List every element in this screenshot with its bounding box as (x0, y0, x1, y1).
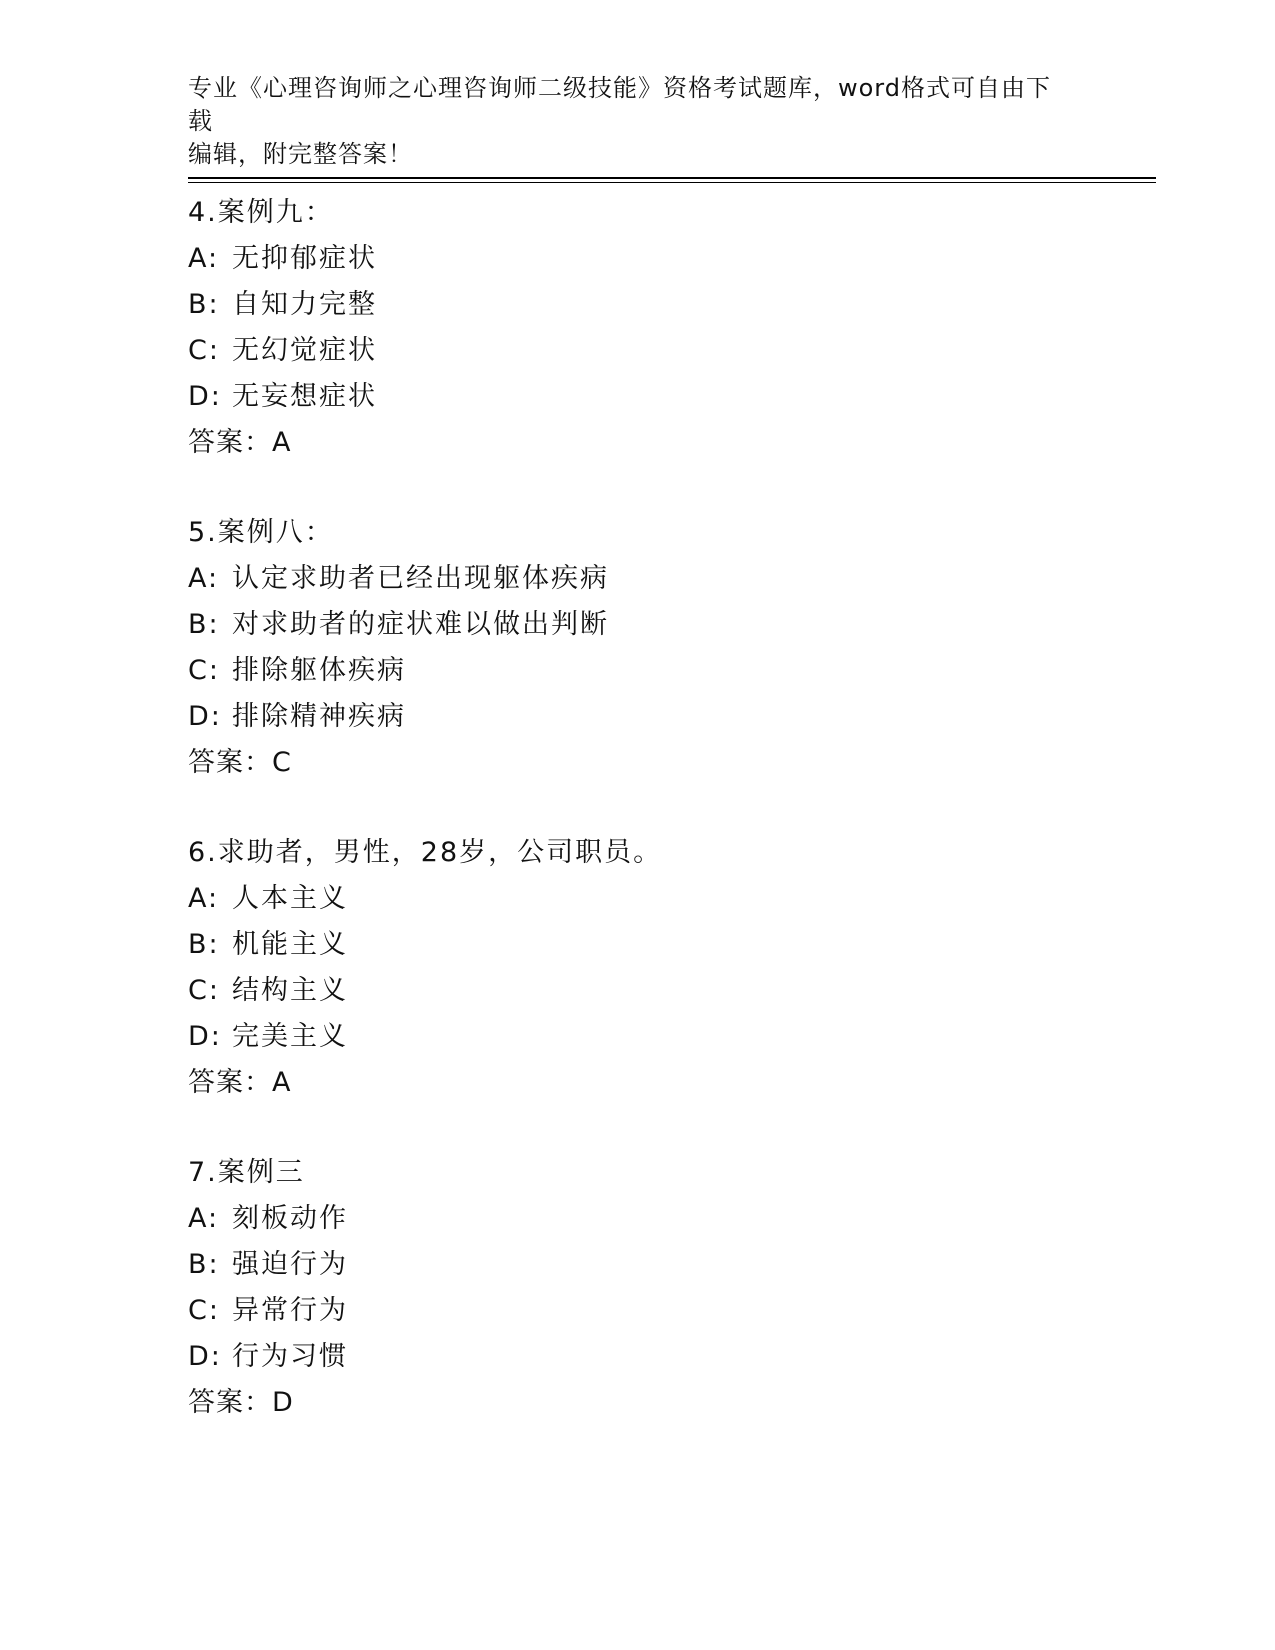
option-key: B: (188, 929, 220, 960)
question-5 (188, 510, 1148, 786)
option-b (188, 1242, 1148, 1288)
option-d (188, 1334, 1148, 1380)
option-d (188, 374, 1148, 420)
option-text: 完美主义 (232, 1021, 348, 1052)
option-c (188, 648, 1148, 694)
option-key: A: (188, 563, 220, 594)
option-key: B: (188, 1249, 220, 1280)
option-b (188, 602, 1148, 648)
option-text: 无幻觉症状 (232, 335, 377, 366)
option-key: D: (188, 1021, 222, 1052)
option-key: D: (188, 701, 222, 732)
option-key: D: (188, 1341, 222, 1372)
option-a (188, 876, 1148, 922)
document-header (188, 72, 1068, 171)
header-line-2: 编辑，附完整答案！ (188, 140, 413, 168)
option-key: C: (188, 655, 220, 686)
answer-line: 答案：A (188, 427, 292, 458)
question-7 (188, 1150, 1148, 1426)
option-text: 无抑郁症状 (232, 243, 377, 274)
question-stem: 7.案例三 (188, 1157, 305, 1188)
option-text: 认定求助者已经出现躯体疾病 (232, 563, 609, 594)
question-6 (188, 830, 1148, 1106)
option-a (188, 236, 1148, 282)
option-text: 对求助者的症状难以做出判断 (232, 609, 609, 640)
question-list (188, 190, 1148, 1470)
option-text: 无妄想症状 (232, 381, 377, 412)
option-text: 结构主义 (232, 975, 348, 1006)
option-text: 刻板动作 (232, 1203, 348, 1234)
option-text: 排除躯体疾病 (232, 655, 406, 686)
option-key: C: (188, 1295, 220, 1326)
question-4 (188, 190, 1148, 466)
option-a (188, 556, 1148, 602)
answer-line: 答案：D (188, 1387, 294, 1418)
answer-line: 答案：C (188, 747, 292, 778)
option-key: A: (188, 1203, 220, 1234)
option-key: A: (188, 883, 220, 914)
answer-line: 答案：A (188, 1067, 292, 1098)
option-text: 异常行为 (232, 1295, 348, 1326)
option-c (188, 328, 1148, 374)
question-stem: 5.案例八： (188, 517, 334, 548)
option-d (188, 694, 1148, 740)
option-key: B: (188, 609, 220, 640)
header-line-1: 专业《心理咨询师之心理咨询师二级技能》资格考试题库，word格式可自由下载 (188, 74, 1051, 135)
option-text: 机能主义 (232, 929, 348, 960)
question-stem: 6.求助者，男性，28岁，公司职员。 (188, 837, 663, 868)
option-text: 自知力完整 (232, 289, 377, 320)
header-divider-thick (188, 177, 1156, 179)
option-b (188, 282, 1148, 328)
option-d (188, 1014, 1148, 1060)
header-divider-thin (188, 182, 1156, 183)
option-a (188, 1196, 1148, 1242)
option-key: C: (188, 975, 220, 1006)
option-text: 行为习惯 (232, 1341, 348, 1372)
option-text: 排除精神疾病 (232, 701, 406, 732)
question-stem: 4.案例九： (188, 197, 334, 228)
option-c (188, 1288, 1148, 1334)
option-text: 人本主义 (232, 883, 348, 914)
option-b (188, 922, 1148, 968)
option-key: D: (188, 381, 222, 412)
option-key: A: (188, 243, 220, 274)
option-text: 强迫行为 (232, 1249, 348, 1280)
option-c (188, 968, 1148, 1014)
option-key: B: (188, 289, 220, 320)
option-key: C: (188, 335, 220, 366)
